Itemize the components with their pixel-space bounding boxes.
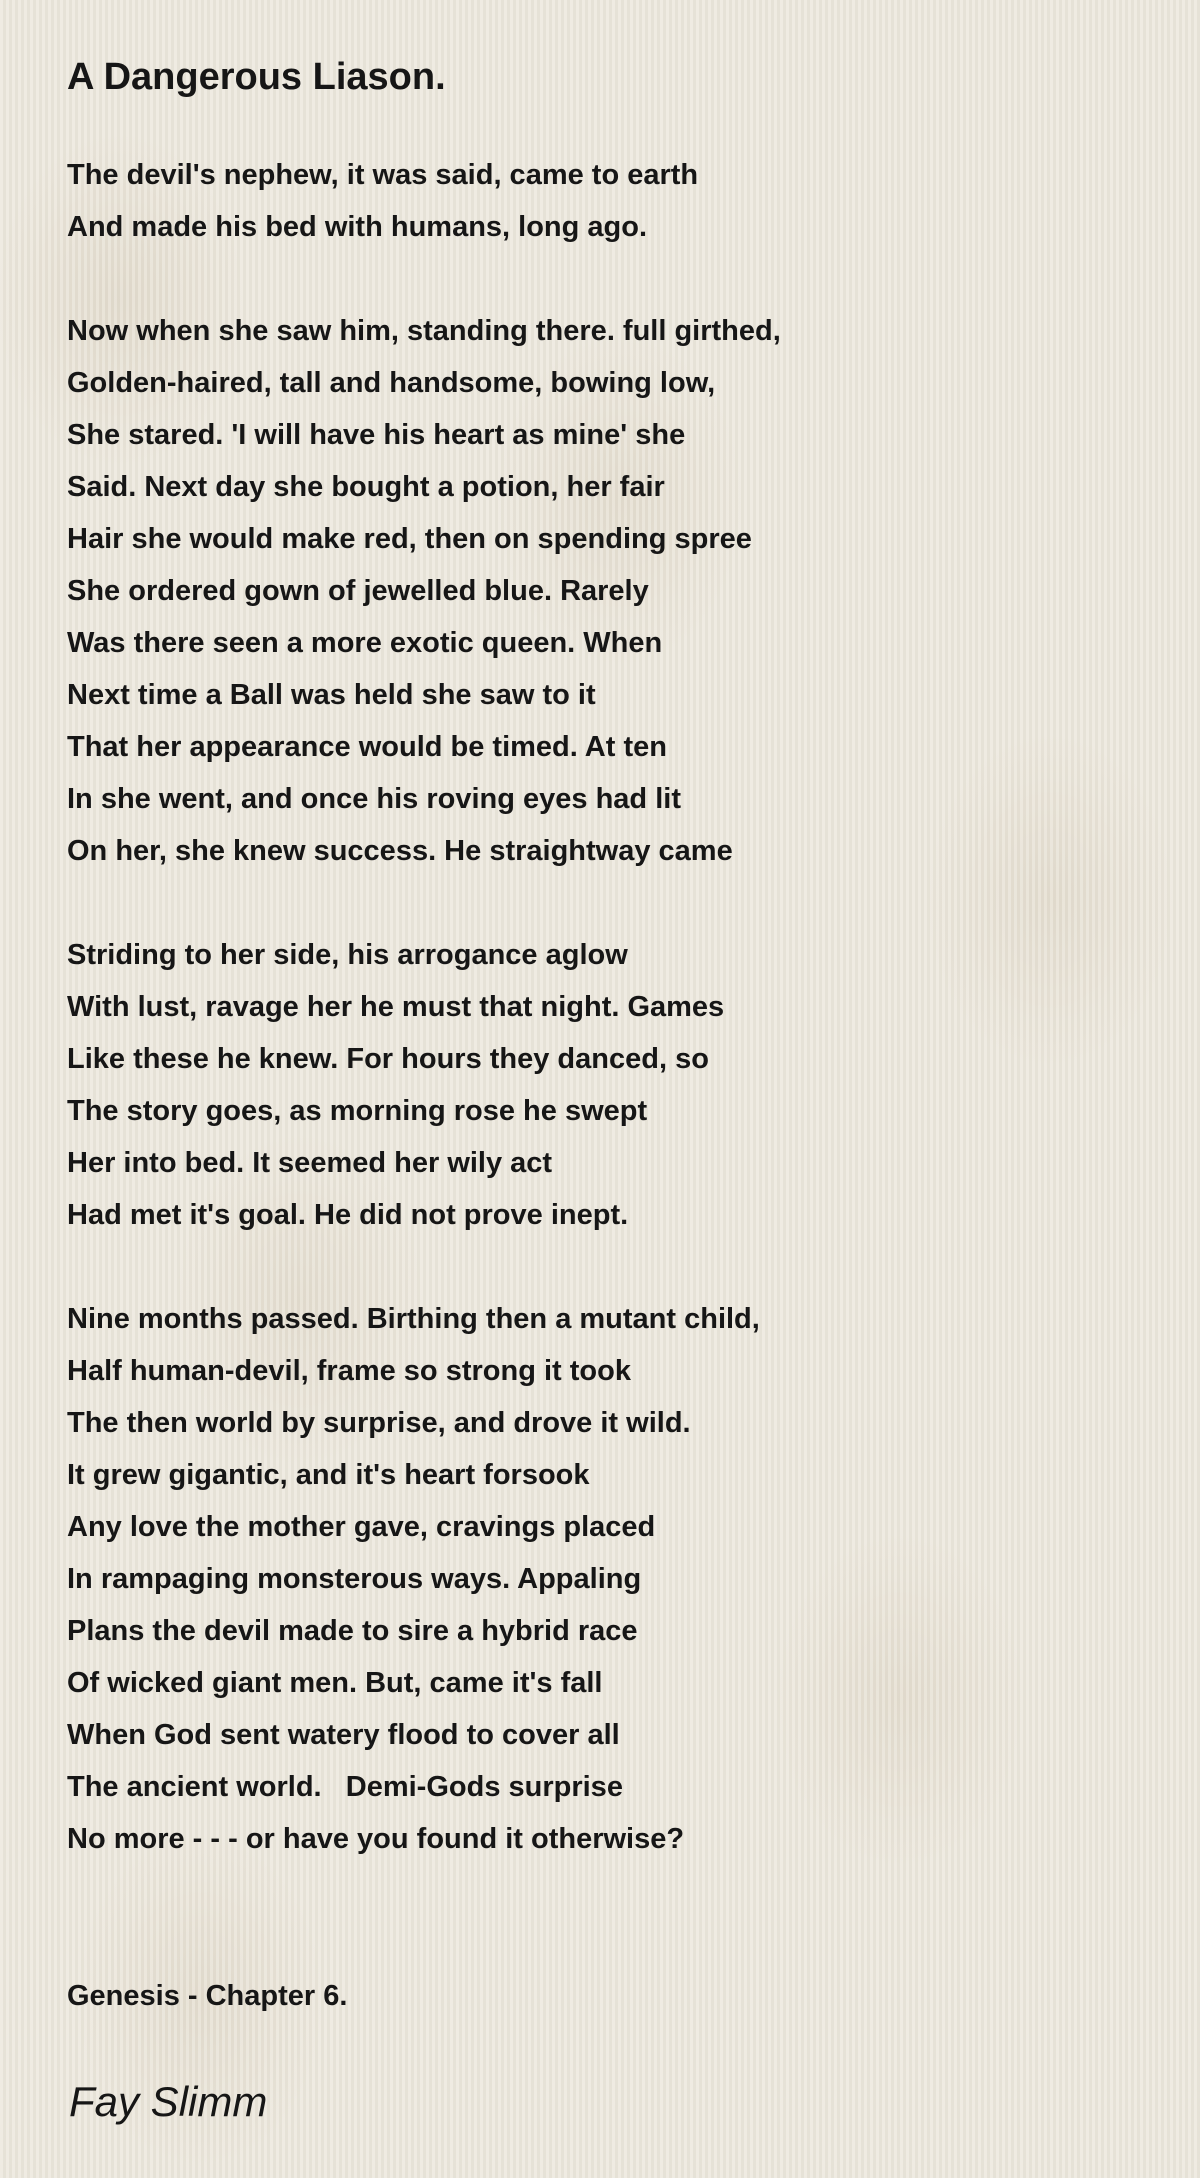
poem-line: In she went, and once his roving eyes had lit <box>67 783 681 815</box>
poem-line: In rampaging monsterous ways. Appaling <box>67 1563 642 1595</box>
poem-line: Said. Next day she bought a potion, her fair <box>67 471 665 503</box>
poem-line: With lust, ravage her he must that night. Games <box>67 991 725 1023</box>
poem-line: Golden-haired, tall and handsome, bowing low, <box>67 367 716 399</box>
poem-line: On her, she knew success. He straightway came <box>67 835 733 867</box>
poem-line: Next time a Ball was held she saw to it <box>67 679 596 711</box>
poem-line: Nine months passed. Birthing then a mutant child, <box>67 1303 760 1335</box>
poem-line: Had met it's goal. He did not prove inept. <box>67 1199 629 1231</box>
scripture-reference: Genesis - Chapter 6. <box>67 1980 348 2012</box>
poem-line: Now when she saw him, standing there. full girthed, <box>67 315 781 347</box>
poem-line: No more - - - or have you found it otherwise? <box>67 1823 685 1855</box>
stanza-1 <box>67 149 781 253</box>
poem-line: The devil's nephew, it was said, came to earth <box>67 159 699 191</box>
poem-line: Was there seen a more exotic queen. When <box>67 627 663 659</box>
stanza-4 <box>67 1293 781 1865</box>
poem-line: Like these he knew. For hours they danced, so <box>67 1043 709 1075</box>
poem-line: She ordered gown of jewelled blue. Rarely <box>67 575 649 607</box>
poem-line: And made his bed with humans, long ago. <box>67 211 648 243</box>
poem-title: A Dangerous Liason. <box>67 56 446 98</box>
poem-line: It grew gigantic, and it's heart forsook <box>67 1459 590 1491</box>
poem-line: Hair she would make red, then on spending spree <box>67 523 752 555</box>
stanza-2 <box>67 305 781 877</box>
poem-body <box>67 149 781 1917</box>
poem-line: The story goes, as morning rose he swept <box>67 1095 648 1127</box>
poem-line: The ancient world. Demi-Gods surprise <box>67 1771 623 1803</box>
poem-line: Her into bed. It seemed her wily act <box>67 1147 553 1179</box>
poem-line: Plans the devil made to sire a hybrid race <box>67 1615 638 1647</box>
stanza-3 <box>67 929 781 1241</box>
poem-line: Half human-devil, frame so strong it took <box>67 1355 631 1387</box>
poem-line: Any love the mother gave, cravings placed <box>67 1511 656 1543</box>
poem-line: She stared. 'I will have his heart as mine' she <box>67 419 686 451</box>
poem-line: That her appearance would be timed. At ten <box>67 731 667 763</box>
poem-line: The then world by surprise, and drove it wild. <box>67 1407 691 1439</box>
poem-line: Striding to her side, his arrogance aglow <box>67 939 628 971</box>
author-name: Fay Slimm <box>69 2078 268 2125</box>
poem-line: Of wicked giant men. But, came it's fall <box>67 1667 603 1699</box>
poem-line: When God sent watery flood to cover all <box>67 1719 620 1751</box>
